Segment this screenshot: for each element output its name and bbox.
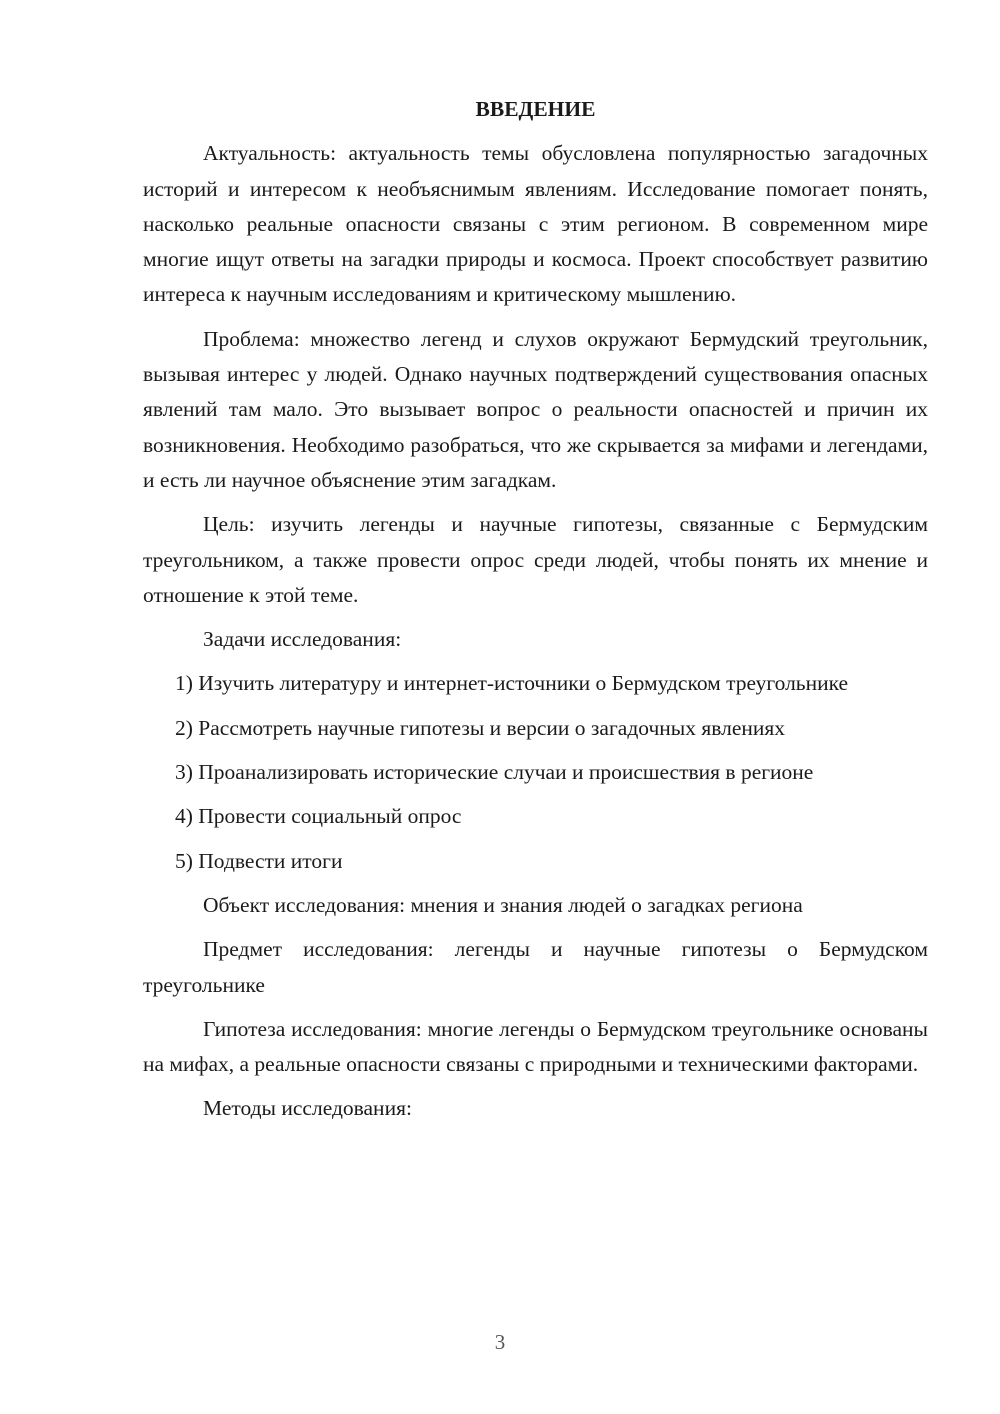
task-item-2: 2) Рассмотреть научные гипотезы и версии о загадочных явлениях [175, 715, 786, 740]
paragraph-subject: Предмет исследования: легенды и научные гипотезы о Бермудском треугольнике [143, 937, 928, 997]
paragraph-relevance: Актуальность: актуальность темы обусловлена популярностью загадочных историй и интересом к необъяснимым явлениям. Исследование помогает понять, насколько реальные опасности связаны с этим регионом. В современном мире многие ищут ответы на загадки природы и космоса. Проект способствует развитию интереса к научным исследованиям и критическому мышлению. [143, 141, 928, 307]
task-item-5: 5) Подвести итоги [175, 848, 343, 873]
paragraph-goal: Цель: изучить легенды и научные гипотезы, связанные с Бермудским треугольником, а также провести опрос среди людей, чтобы понять их мнение и отношение к этой теме. [143, 512, 928, 607]
document-page [143, 92, 928, 1136]
paragraph-hypothesis: Гипотеза исследования: многие легенды о Бермудском треугольнике основаны на мифах, а реальные опасности связаны с природными и техническими факторами. [143, 1016, 928, 1077]
task-item-1: 1) Изучить литературу и интернет-источники о Бермудском треугольнике [175, 671, 849, 696]
methods-heading: Методы исследования: [203, 1096, 412, 1121]
paragraph-problem: Проблема: множество легенд и слухов окружают Бермудский треугольник, вызывая интерес у людей. Однако научных подтверждений существования опасных явлений там мало. Это вызывает вопрос о реальности опасностей и причин их возникновения. Необходимо разобраться, что же скрывается за мифами и легендами, и есть ли научное объяснение этим загадкам. [143, 326, 928, 492]
task-item-3: 3) Проанализировать исторические случаи и происшествия в регионе [175, 760, 814, 785]
tasks-heading: Задачи исследования: [203, 627, 402, 652]
task-item-4: 4) Провести социальный опрос [175, 804, 462, 829]
page-title: ВВЕДЕНИЕ [475, 97, 596, 121]
page-number: 3 [494, 1330, 506, 1354]
paragraph-object: Объект исследования: мнения и знания людей о загадках региона [203, 892, 803, 917]
